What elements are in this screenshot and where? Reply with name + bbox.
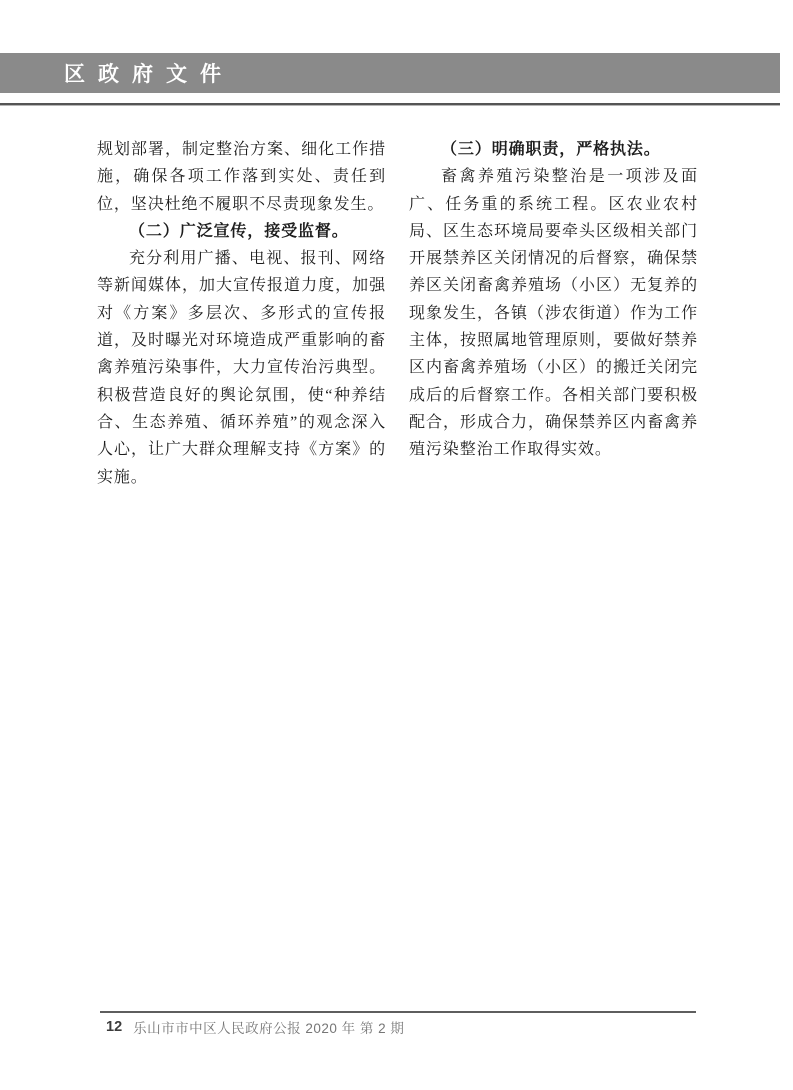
page-number: 12 [106, 1019, 123, 1035]
header-banner [0, 53, 780, 93]
body-paragraph: 畜禽养殖污染整治是一项涉及面广、任务重的系统工程。区农业农村局、区生态环境局要牵头区级相关部门开展禁养区关闭情况的后督察，确保禁养区关闭畜禽养殖场（小区）无复养的现象发生，各镇（涉农街道）作为工作主体，按照属地管理原则，要做好禁养区内畜禽养殖场（小区）的搬迁关闭完成后的后督察工作。各相关部门要积极配合，形成合力，确保禁养区内畜禽养殖污染整治工作取得实效。 [409, 168, 698, 459]
right-column [409, 136, 698, 491]
section-heading: （三）明确职责，严格执法。 [441, 141, 661, 158]
footer-gazette-title: 乐山市市中区人民政府公报 2020 年 第 2 期 [133, 1021, 405, 1036]
header-title: 区政府文件 [64, 63, 234, 86]
section-heading: （二）广泛宣传，接受监督。 [129, 222, 349, 240]
footer-rule [100, 1011, 696, 1013]
header-rule [0, 103, 780, 106]
body-paragraph: 充分利用广播、电视、报刊、网络等新闻媒体，加大宣传报道力度，加强对《方案》多层次、多形式的宣传报道，及时曝光对环境造成严重影响的畜禽养殖污染事件，大力宣传治污典型。积极营造良好的舆论氛围，使“种养结合、生态养殖、循环养殖”的观念深入人心，让广大群众理解支持《方案》的实施。 [97, 250, 386, 486]
page-footer [106, 1017, 404, 1037]
left-column [97, 136, 386, 491]
article-body [97, 136, 698, 491]
body-paragraph: 规划部署，制定整治方案、细化工作措施，确保各项工作落到实处、责任到位，坚决杜绝不履职不尽责现象发生。 [97, 141, 386, 213]
